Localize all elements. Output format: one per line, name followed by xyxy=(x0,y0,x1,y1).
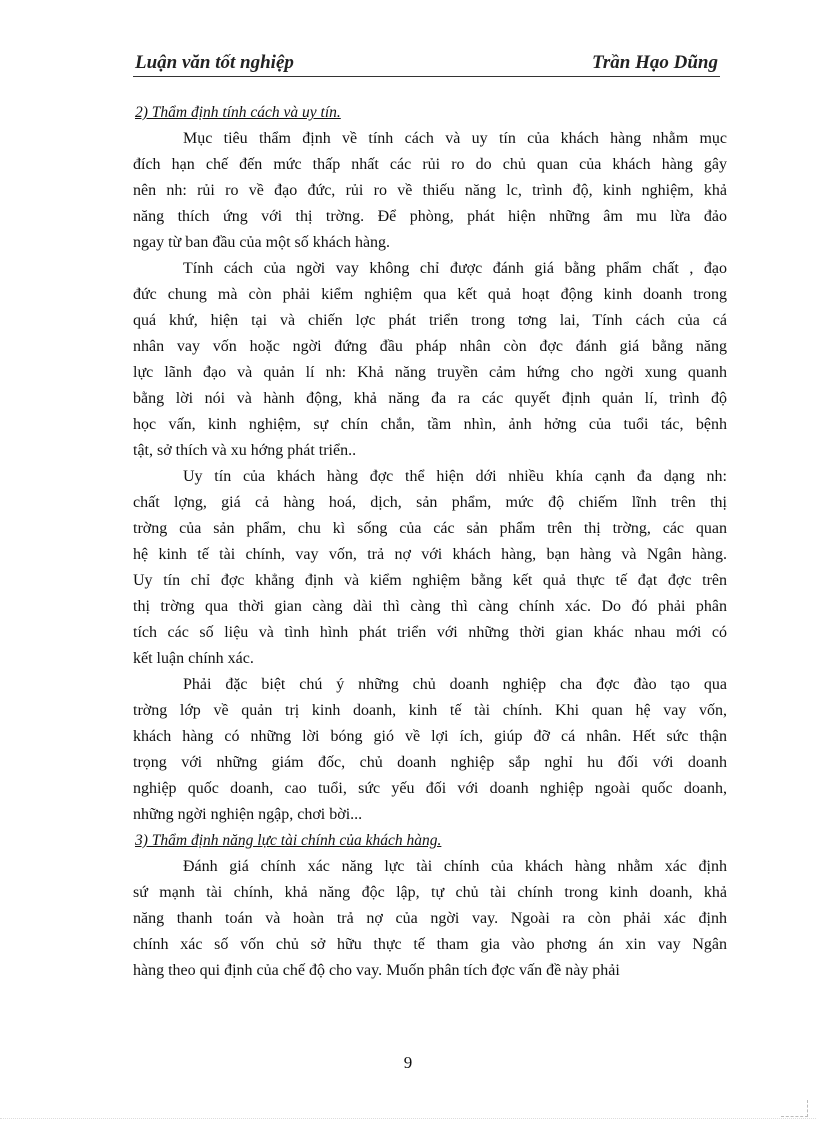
text-line: hệ kinh tế tài chính, vay vốn, trả nợ với khách hàng, bạn hàng và Ngân hàng. xyxy=(133,546,727,563)
text-line: sứ mạnh tài chính, khả năng độc lập, tự chủ tài chính trong kinh doanh, khả xyxy=(133,884,727,901)
section-2-paragraph-2 xyxy=(133,256,727,464)
text-line: năng thanh toán và hoàn trả nợ của ngời vay. Ngoài ra còn phải xác định xyxy=(133,910,727,927)
section-2-paragraph-1 xyxy=(133,126,727,256)
page-corner-mark xyxy=(781,1100,808,1117)
page-header xyxy=(133,52,720,77)
text-line: Phải đặc biệt chú ý những chủ doanh nghiệp cha đợc đào tạo qua xyxy=(183,676,727,693)
text-line: trọng với những giám đốc, chủ doanh nghiệp sắp nghỉ hu đối với doanh xyxy=(133,754,727,771)
header-author: Trần Hạo Dũng xyxy=(592,52,718,73)
section-2-title: 2) Thẩm định tính cách và uy tín. xyxy=(135,104,341,121)
text-line: đích hạn chế đến mức thấp nhất các rủi ro do chủ quan của khách hàng gây xyxy=(133,156,727,173)
text-line: Uy tín chỉ đợc khẳng định và kiểm nghiệm bằng kết quả thực tế đạt đợc trên xyxy=(133,572,727,589)
text-line: chính xác số vốn chủ sở hữu thực tế tham gia vào phơng án xin vay Ngân xyxy=(133,936,727,953)
text-line: nên nh: rủi ro về đạo đức, rủi ro về thiếu năng lc, trình độ, kinh nghiệm, khả xyxy=(133,182,727,199)
text-line: nghiệp quốc doanh, cao tuổi, sức yếu đối với doanh nghiệp ngoài quốc doanh, xyxy=(133,780,727,797)
text-line: năng thích ứng với thị trờng. Để phòng, phát hiện những âm mu lừa đảo xyxy=(133,208,727,225)
section-2-paragraph-4 xyxy=(133,672,727,828)
page-number: 9 xyxy=(403,1053,413,1072)
text-line: lực lãnh đạo và quản lí nh: Khả năng truyền cảm hứng cho ngời xung quanh xyxy=(133,364,727,381)
text-line: nhân vay vốn hoặc ngời đứng đầu pháp nhân còn đợc đánh giá bằng năng xyxy=(133,338,727,355)
text-line: bằng lời nói và hành động, khả năng đa ra các quyết định quản lí, trình độ xyxy=(133,390,727,407)
text-line: Tính cách của ngời vay không chỉ được đánh giá bằng phẩm chất , đạo xyxy=(183,260,727,277)
text-line: đức chung mà còn phải kiểm nghiệm qua kết quả hoạt động kinh doanh trong xyxy=(133,286,727,303)
text-line: những ngời nghiện ngập, chơi bời... xyxy=(133,806,363,823)
section-3-paragraph-1 xyxy=(133,854,727,984)
page-bottom-divider xyxy=(0,1118,816,1119)
text-line: trờng của sản phẩm, chu kì sống của các sản phẩm trên thị trờng, các quan xyxy=(133,520,727,537)
page-body xyxy=(133,100,727,984)
text-line: tích các số liệu và tình hình phát triển với những thời gian khác nhau mới có xyxy=(133,624,727,641)
text-line: khách hàng có những lời bóng gió về lợi ích, giúp đỡ cá nhân. Hết sức thận xyxy=(133,728,727,745)
text-line: trờng lớp về quản trị kinh doanh, kinh tế tài chính. Khi quan hệ vay vốn, xyxy=(133,702,727,719)
text-line: kết luận chính xác. xyxy=(133,650,254,667)
section-2-paragraph-3 xyxy=(133,464,727,672)
text-line: Mục tiêu thẩm định về tính cách và uy tín của khách hàng nhằm mục xyxy=(183,130,727,147)
text-line: tật, sở thích và xu hớng phát triển.. xyxy=(133,442,357,459)
text-line: hàng theo qui định của chế độ cho vay. Muốn phân tích đợc vấn đề này phải xyxy=(133,962,620,979)
text-line: thị trờng qua thời gian càng dài thì càng thì càng chính xác. Do đó phải phân xyxy=(133,598,727,615)
text-line: quá khứ, hiện tại và chiến lợc phát triển trong tơng lai, Tính cách của cá xyxy=(133,312,727,329)
text-line: Uy tín của khách hàng đợc thể hiện dới nhiều khía cạnh đa dạng nh: xyxy=(183,468,727,485)
section-3-title: 3) Thẩm định năng lực tài chính của khách hàng. xyxy=(135,832,442,849)
text-line: ngay từ ban đầu của một số khách hàng. xyxy=(133,234,391,251)
text-line: Đánh giá chính xác năng lực tài chính của khách hàng nhằm xác định xyxy=(183,858,727,875)
text-line: chất lợng, giá cả hàng hoá, dịch, sản phẩm, mức độ chiếm lĩnh trên thị xyxy=(133,494,727,511)
header-thesis-title: Luận văn tốt nghiệp xyxy=(135,52,294,73)
text-line: học vấn, kinh nghiệm, sự chín chắn, tầm nhìn, ảnh hởng của tuổi tác, bệnh xyxy=(133,416,727,433)
